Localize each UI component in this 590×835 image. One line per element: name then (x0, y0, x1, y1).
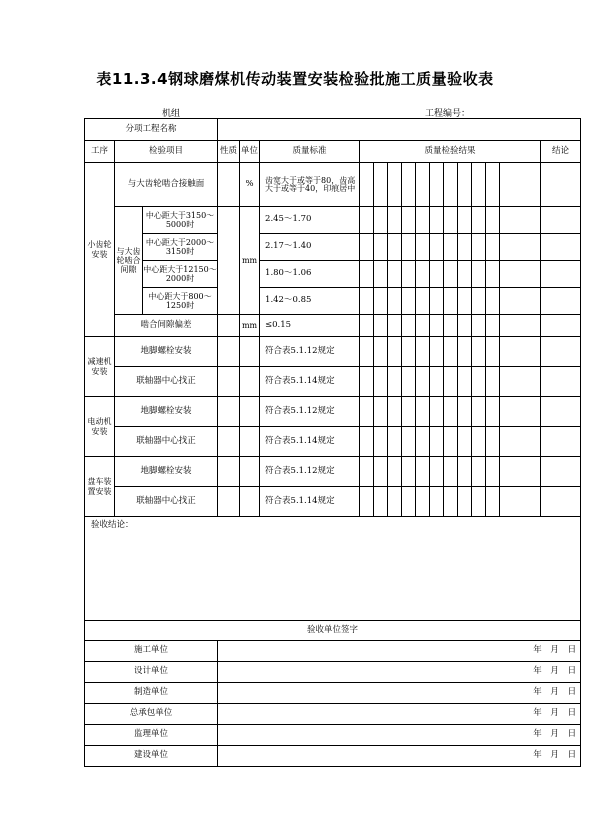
col-conclusion: 结论 (541, 141, 581, 163)
standard-clearance: 2.17～1.40 (260, 234, 360, 261)
item-clearance: 中心距大于3150～5000时 (143, 207, 218, 234)
unit-label: 机组 (162, 109, 181, 119)
item-deviation: 啮合间隙偏差 (115, 315, 218, 337)
standard-deviation: ≤0.15 (260, 315, 360, 337)
item-clearance: 中心距大于12150～2000时 (143, 261, 218, 288)
unit-clearance: mm (240, 207, 260, 315)
col-item: 检验项目 (115, 141, 218, 163)
unit-contact: % (240, 163, 260, 207)
standard-clearance: 1.42～0.85 (260, 288, 360, 315)
section-barring: 盘车装置安装 (85, 457, 115, 517)
conclusion-cell[interactable] (541, 397, 581, 427)
standard-anchor-bolt: 符合表5.1.12规定 (260, 397, 360, 427)
acceptance-table (84, 118, 581, 767)
item-coupling: 联轴器中心找正 (115, 367, 218, 397)
subproject-label: 分项工程名称 (85, 119, 218, 141)
conclusion-cell[interactable] (541, 234, 581, 261)
standard-coupling: 符合表5.1.14规定 (260, 427, 360, 457)
subproject-value[interactable] (218, 119, 581, 141)
signer-label: 建设单位 (85, 746, 218, 767)
standard-coupling: 符合表5.1.14规定 (260, 487, 360, 517)
signer-date[interactable]: 年 月 日 (218, 746, 581, 767)
nature-cell[interactable] (218, 427, 240, 457)
nature-cell[interactable] (218, 207, 240, 315)
col-unit: 单位 (240, 141, 260, 163)
item-coupling: 联轴器中心找正 (115, 427, 218, 457)
standard-anchor-bolt: 符合表5.1.12规定 (260, 337, 360, 367)
unit-cell[interactable] (240, 337, 260, 367)
conclusion-cell[interactable] (541, 427, 581, 457)
unit-cell[interactable] (240, 397, 260, 427)
signer-date[interactable]: 年 月 日 (218, 641, 581, 662)
item-anchor-bolt: 地脚螺栓安装 (115, 397, 218, 427)
nature-cell[interactable] (218, 487, 240, 517)
unit-deviation: mm (240, 315, 260, 337)
conclusion-cell[interactable] (541, 457, 581, 487)
signer-date[interactable]: 年 月 日 (218, 662, 581, 683)
standard-contact: 齿宽大于或等于80，齿高大于或等于40，印痕居中 (260, 163, 360, 207)
conclusion-cell[interactable] (541, 367, 581, 397)
signer-label: 制造单位 (85, 683, 218, 704)
nature-cell[interactable] (218, 397, 240, 427)
nature-cell[interactable] (218, 457, 240, 487)
project-no-label: 工程编号： (425, 109, 471, 119)
nature-cell[interactable] (218, 163, 240, 207)
col-standard: 质量标准 (260, 141, 360, 163)
col-result: 质量检验结果 (360, 141, 541, 163)
signer-date[interactable]: 年 月 日 (218, 704, 581, 725)
clearance-group: 与大齿轮啮合间隙 (115, 207, 143, 315)
acceptance-conclusion-label: 验收结论： (91, 520, 134, 530)
section-motor: 电动机安装 (85, 397, 115, 457)
standard-clearance: 2.45～1.70 (260, 207, 360, 234)
signer-date[interactable]: 年 月 日 (218, 725, 581, 746)
conclusion-cell[interactable] (541, 487, 581, 517)
nature-cell[interactable] (218, 367, 240, 397)
col-process: 工序 (85, 141, 115, 163)
item-contact: 与大齿轮啮合接触面 (115, 163, 218, 207)
unit-cell[interactable] (240, 367, 260, 397)
section-reducer: 减速机安装 (85, 337, 115, 397)
signer-label: 监理单位 (85, 725, 218, 746)
item-coupling: 联轴器中心找正 (115, 487, 218, 517)
item-anchor-bolt: 地脚螺栓安装 (115, 337, 218, 367)
item-clearance: 中心距大于2000～3150时 (143, 234, 218, 261)
section-small-gear: 小齿轮安装 (85, 163, 115, 337)
signer-label: 施工单位 (85, 641, 218, 662)
signer-date[interactable]: 年 月 日 (218, 683, 581, 704)
conclusion-cell[interactable] (541, 261, 581, 288)
signer-label: 设计单位 (85, 662, 218, 683)
unit-cell[interactable] (240, 427, 260, 457)
conclusion-cell[interactable] (541, 207, 581, 234)
item-anchor-bolt: 地脚螺栓安装 (115, 457, 218, 487)
unit-cell[interactable] (240, 487, 260, 517)
signer-label: 总承包单位 (85, 704, 218, 725)
signature-title: 验收单位签字 (85, 621, 581, 641)
col-nature: 性质 (218, 141, 240, 163)
nature-cell[interactable] (218, 315, 240, 337)
unit-cell[interactable] (240, 457, 260, 487)
standard-anchor-bolt: 符合表5.1.12规定 (260, 457, 360, 487)
page-title: 表11.3.4钢球磨煤机传动装置安装检验批施工质量验收表 (96, 70, 494, 88)
standard-clearance: 1.80～1.06 (260, 261, 360, 288)
nature-cell[interactable] (218, 337, 240, 367)
conclusion-cell[interactable] (541, 163, 581, 207)
acceptance-conclusion[interactable] (85, 517, 581, 621)
item-clearance: 中心距大于800～1250时 (143, 288, 218, 315)
conclusion-cell[interactable] (541, 288, 581, 315)
standard-coupling: 符合表5.1.14规定 (260, 367, 360, 397)
conclusion-cell[interactable] (541, 337, 581, 367)
conclusion-cell[interactable] (541, 315, 581, 337)
